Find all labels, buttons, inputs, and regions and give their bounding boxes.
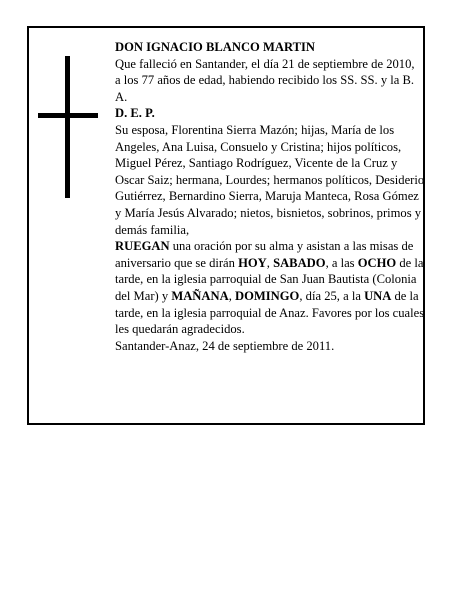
ocho-word: OCHO bbox=[357, 255, 397, 270]
cross-vertical-bar bbox=[65, 56, 70, 198]
request-paragraph: RUEGAN una oración por su alma y asistan a las misas de aniversario que se dirán HOY, SABADO, a las OCHO de la tarde, en la iglesia parroquial de San Juan Bautista (Colonia del Mar) y MAÑANA, DOMINGO, día 25, a la UNA de la tarde, en la iglesia parroquial de Anaz. Favores por los cuales les quedarán agradecidos. bbox=[115, 239, 425, 337]
place-date-line: Santander-Anaz, 24 de septiembre de 2011. bbox=[115, 338, 335, 353]
cross-horizontal-bar bbox=[38, 113, 98, 118]
domingo-word: DOMINGO bbox=[234, 288, 300, 303]
manana-word: MAÑANA bbox=[171, 288, 229, 303]
family-paragraph: Su esposa, Florentina Sierra Mazón; hijas, María de los Angeles, Ana Luisa, Consuelo y Cristina; hijos políticos, Miguel Pérez, Santiago Rodríguez, Vicente de la Cruz y Oscar Saiz; hermana, Lourdes; hermanos políticos, Desiderio Gutiérrez, Bernardino Sierra, Maruja Manteca, Rosa Gómez y María Jesús Alvarado; nietos, bisnietos, sobrinos, primos y demás familia, bbox=[115, 122, 425, 237]
age-line: a los 77 años de edad, habiendo recibido los SS. SS. y la B. A. bbox=[115, 73, 415, 104]
obituary-notice bbox=[27, 26, 425, 425]
cross-icon bbox=[38, 56, 98, 198]
dep-line: D. E. P. bbox=[115, 106, 155, 121]
una-word: UNA bbox=[364, 288, 392, 303]
sabado-word: SABADO bbox=[273, 255, 326, 270]
deceased-name: DON IGNACIO BLANCO MARTIN bbox=[115, 40, 316, 54]
death-line: Que falleció en Santander, el día 21 de septiembre de 2010, bbox=[115, 56, 415, 71]
ruegan-word: RUEGAN bbox=[115, 239, 170, 254]
hoy-word: HOY bbox=[238, 255, 267, 270]
notice-text bbox=[115, 39, 425, 354]
